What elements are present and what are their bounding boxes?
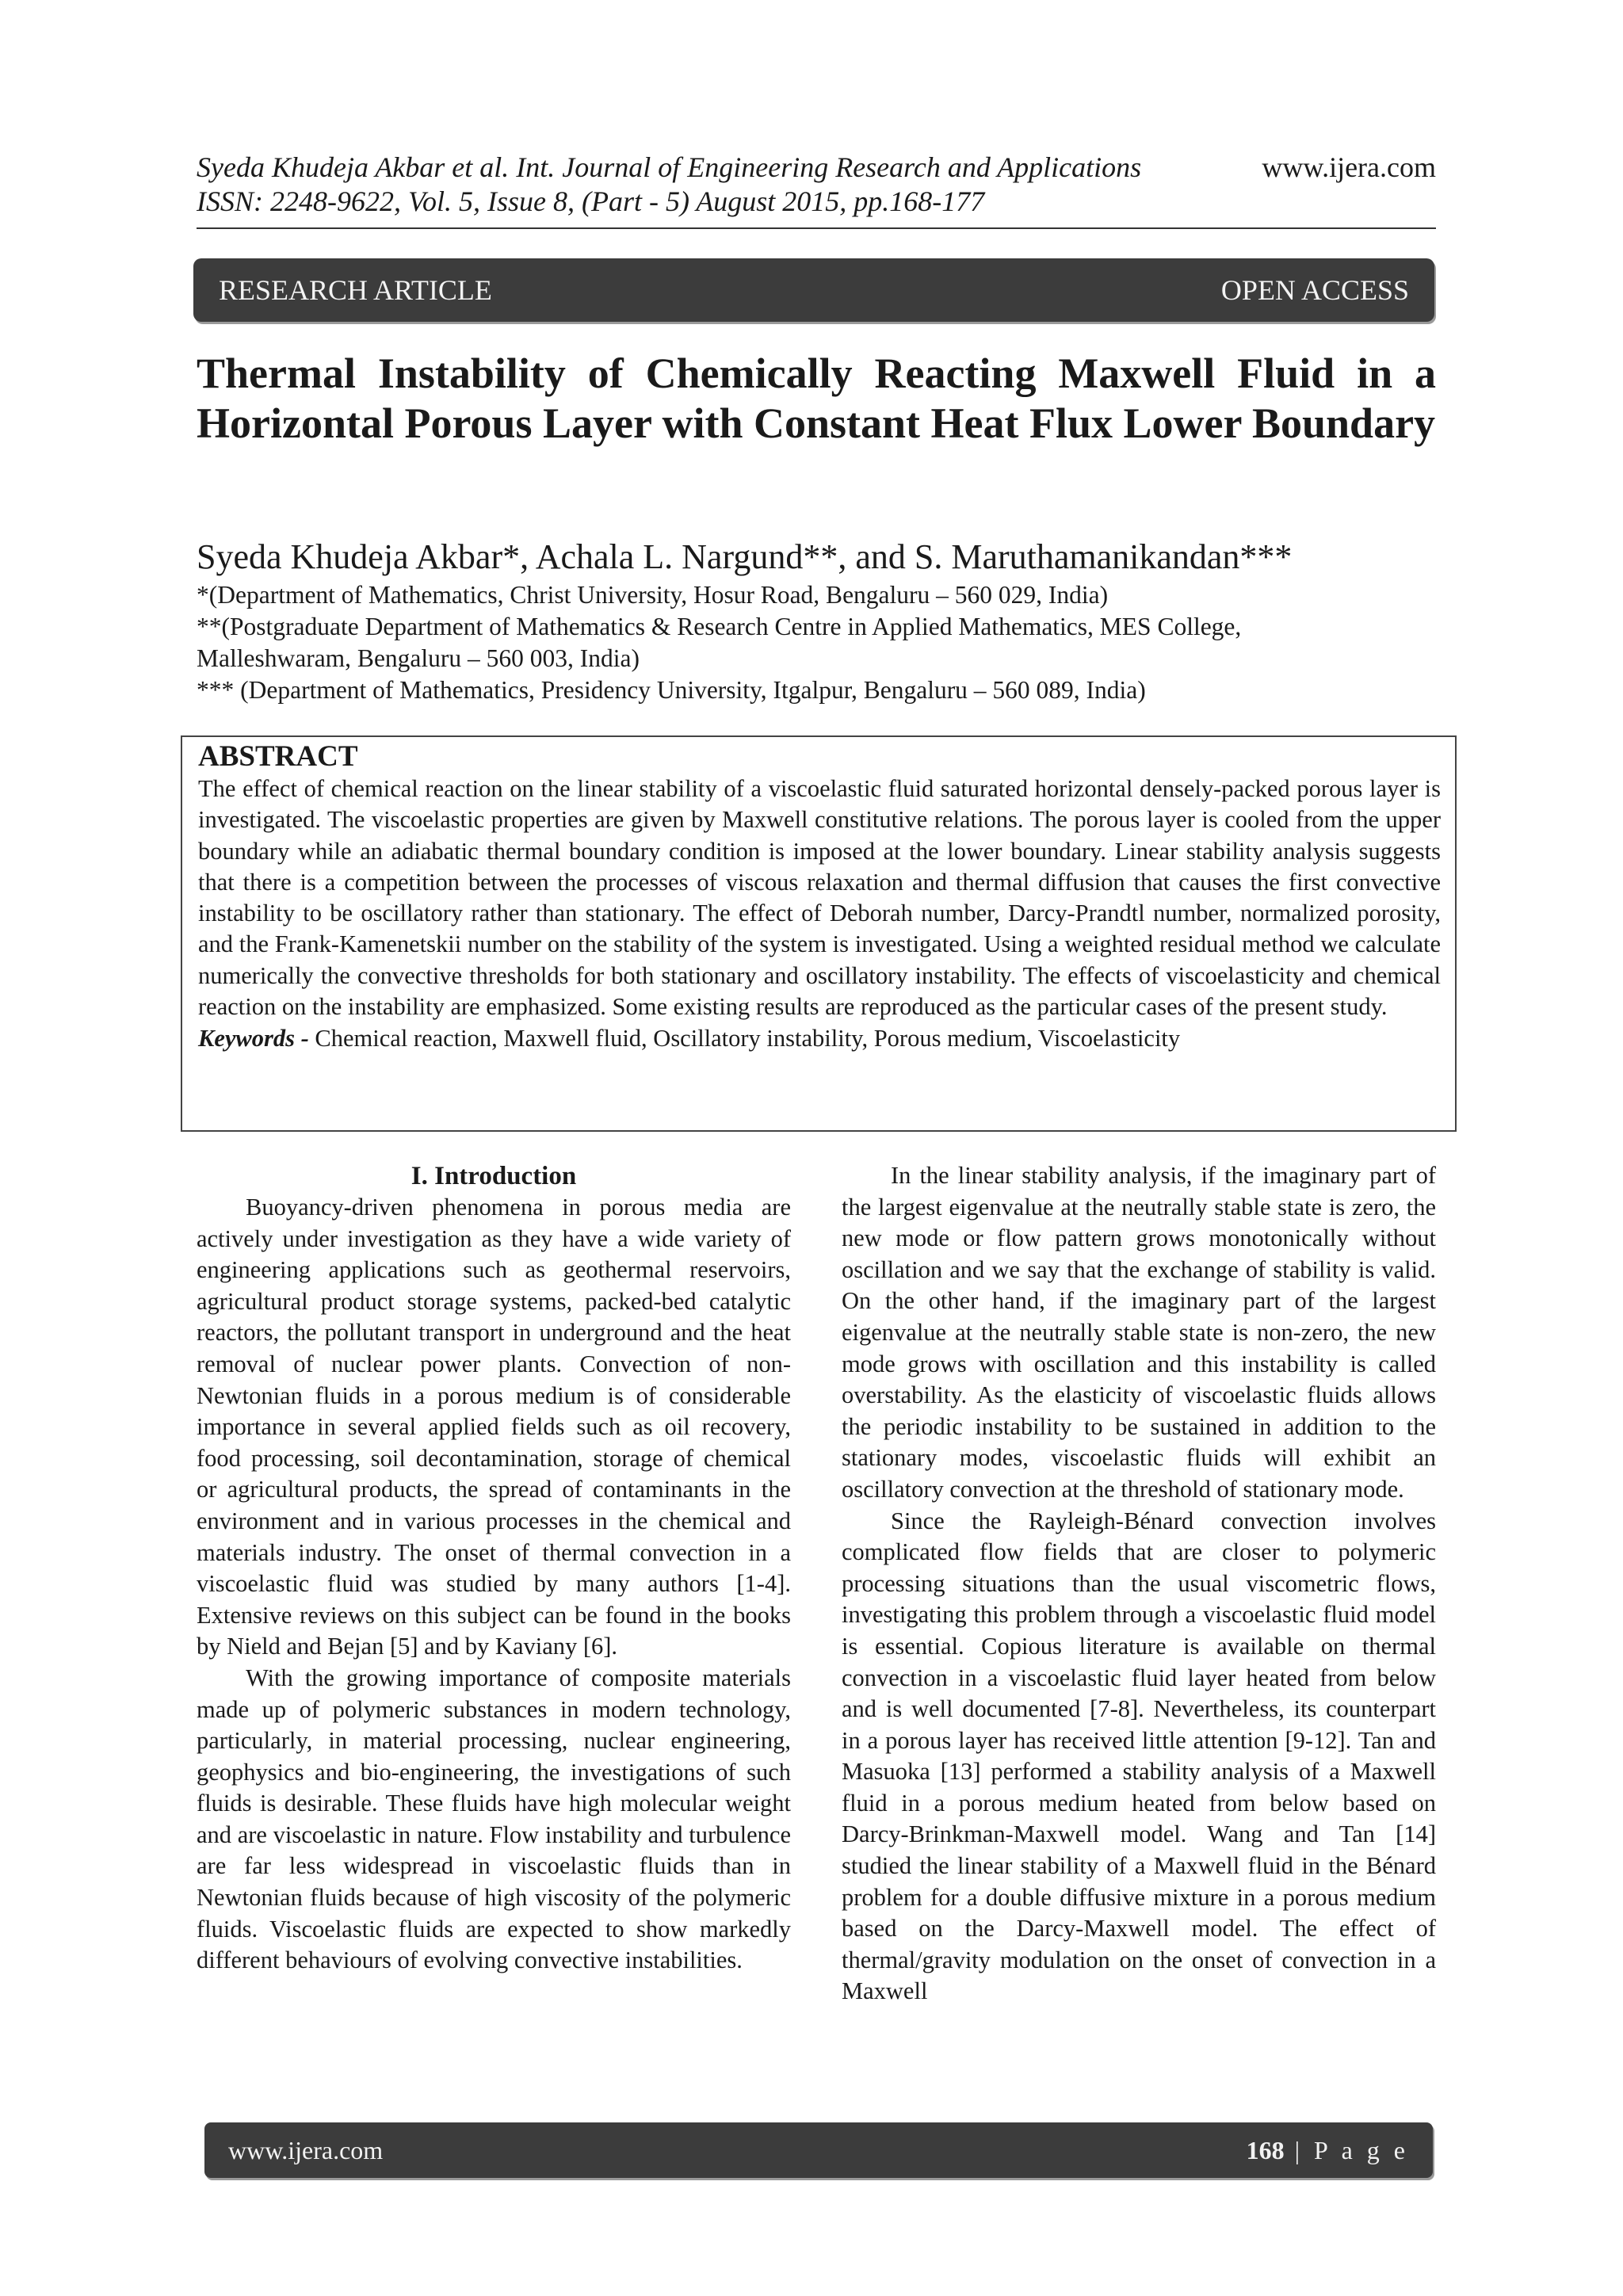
affiliation-line: Malleshwaram, Bengaluru – 560 003, India)	[197, 644, 640, 672]
abstract-text: The effect of chemical reaction on the linear stability of a viscoelastic fluid saturated horizontal densely-packed porous layer is investigated. The viscoelastic properties are given by Maxwell constitutive relations. The porous layer is cooled from the upper boundary while an adiabatic thermal boundary condition is imposed at the lower boundary. Linear stability analysis suggests that there is a competition between the processes of viscous relaxation and thermal diffusion that causes the first convective instability to be oscillatory rather than stationary. The effect of Deborah number, Darcy-Prandtl number, normalized porosity, and the Frank-Kamenetskii number on the stability of the system is investigated. Using a weighted residual method we calculate numerically the convective thresholds for both stationary and oscillatory instability. The effects of viscoelasticity and chemical reaction on the instability are emphasized. Some existing results are reproduced as the particular cases of the present study.	[198, 775, 1441, 1021]
open-access-label: OPEN ACCESS	[1220, 274, 1409, 306]
author-list: Syeda Khudeja Akbar*, Achala L. Nargund**, and S. Maruthamanikandan***	[197, 537, 1293, 576]
page-number-value: 168	[1246, 2135, 1285, 2164]
body-paragraph: With the growing importance of composite materials made up of polymeric substances in modern technology, particularly, in material processing, nuclear engineering, geophysics and bio-engineering, the investigations of such fluids is desirable. These fluids have high molecular weight and are viscoelastic in nature. Flow instability and turbulence are far less widespread in viscoelastic fluids than in Newtonian fluids because of high viscosity of the polymeric fluids. Viscoelastic fluids are expected to show markedly different behaviours of evolving convective instabilities.	[197, 1664, 791, 1974]
affiliation-line: **(Postgraduate Department of Mathematics & Research Centre in Applied Mathematics, MES College,	[197, 613, 1242, 640]
journal-citation: Syeda Khudeja Akbar et al. Int. Journal of Engineering Research and Applications	[197, 151, 1142, 183]
paper-title: Thermal Instability of Chemically Reacting Maxwell Fluid in a Horizontal Porous Layer with Constant Heat Flux Lower Boundary	[197, 350, 1436, 447]
header-divider	[197, 227, 1436, 229]
keywords-list: Chemical reaction, Maxwell fluid, Oscillatory instability, Porous medium, Viscoelasticity	[315, 1025, 1181, 1052]
abstract-box	[181, 735, 1457, 1132]
page-footer	[204, 2122, 1433, 2178]
running-header	[197, 151, 1436, 219]
header-line-1	[197, 151, 1436, 184]
left-column	[197, 1160, 791, 1977]
body-paragraph: In the linear stability analysis, if the imaginary part of the largest eigenvalue at the neutrally stable state is zero, the new mode or flow pattern grows monotonically without oscillation and we say that the exchange of stability is valid. On the other hand, if the imaginary part of the largest eigenvalue at the neutrally stable state is non-zero, the new mode grows with oscillation and this instability is called overstability. As the elasticity of viscoelastic fluids allows the periodic instability to be sustained in addition to the stationary modes, viscoelastic fluids will exhibit an oscillatory convection at the threshold of stationary mode.	[842, 1162, 1436, 1503]
article-type-banner	[193, 258, 1434, 322]
affiliations	[197, 579, 1436, 706]
body-paragraph: Since the Rayleigh-Bénard convection involves complicated flow fields that are closer to polymeric processing situations than the usual viscometric flows, investigating this problem through a viscoelastic fluid model is essential. Copious literature is available on thermal convection in a viscoelastic fluid layer heated from below and is well documented [7-8]. Nevertheless, its counterpart in a porous layer has received little attention [9-12]. Tan and Masuoka [13] performed a stability analysis of a Maxwell fluid in a porous medium heated from below based on Darcy-Brinkman-Maxwell model. Wang and Tan [14] studied the linear stability of a Maxwell fluid in the Bénard problem for a double diffusive mixture in a porous medium based on the Darcy-Maxwell model. The effect of thermal/gravity modulation on the onset of convection in a Maxwell	[842, 1507, 1436, 2005]
page-number	[1247, 2136, 1409, 2165]
affiliation-line: *(Department of Mathematics, Christ University, Hosur Road, Bengaluru – 560 029, India)	[197, 581, 1109, 609]
affiliation-line: *** (Department of Mathematics, Presidency University, Itgalpur, Bengaluru – 560 089, India)	[197, 676, 1146, 704]
page-label: | P a g e	[1284, 2135, 1409, 2164]
body-paragraph: Buoyancy-driven phenomena in porous media are actively under investigation as they have a wide variety of engineering applications such as geothermal reservoirs, agricultural product storage systems, packed-bed catalytic reactors, the pollutant transport in underground and the heat removal of nuclear power plants. Convection of non-Newtonian fluids in a porous medium is of considerable importance in several applied fields such as oil recovery, food processing, soil decontamination, storage of chemical or agricultural products, the spread of contaminants in the environment and in various processes in the chemical and materials industry. The onset of thermal convection in a viscoelastic fluid was studied by many authors [1-4]. Extensive reviews on this subject can be found in the books by Nield and Bejan [5] and by Kaviany [6].	[197, 1194, 791, 1660]
keywords-label: Keywords -	[198, 1025, 315, 1052]
research-article-label: RESEARCH ARTICLE	[219, 274, 492, 306]
issn-line: ISSN: 2248-9622, Vol. 5, Issue 8, (Part - 5) August 2015, pp.168-177	[197, 185, 985, 217]
keywords-line	[198, 1022, 1441, 1054]
footer-website: www.ijera.com	[228, 2135, 384, 2164]
right-column	[842, 1160, 1436, 2008]
abstract-heading: ABSTRACT	[198, 740, 358, 773]
section-heading-introduction: I. Introduction	[411, 1162, 577, 1190]
header-website: www.ijera.com	[1262, 151, 1436, 183]
